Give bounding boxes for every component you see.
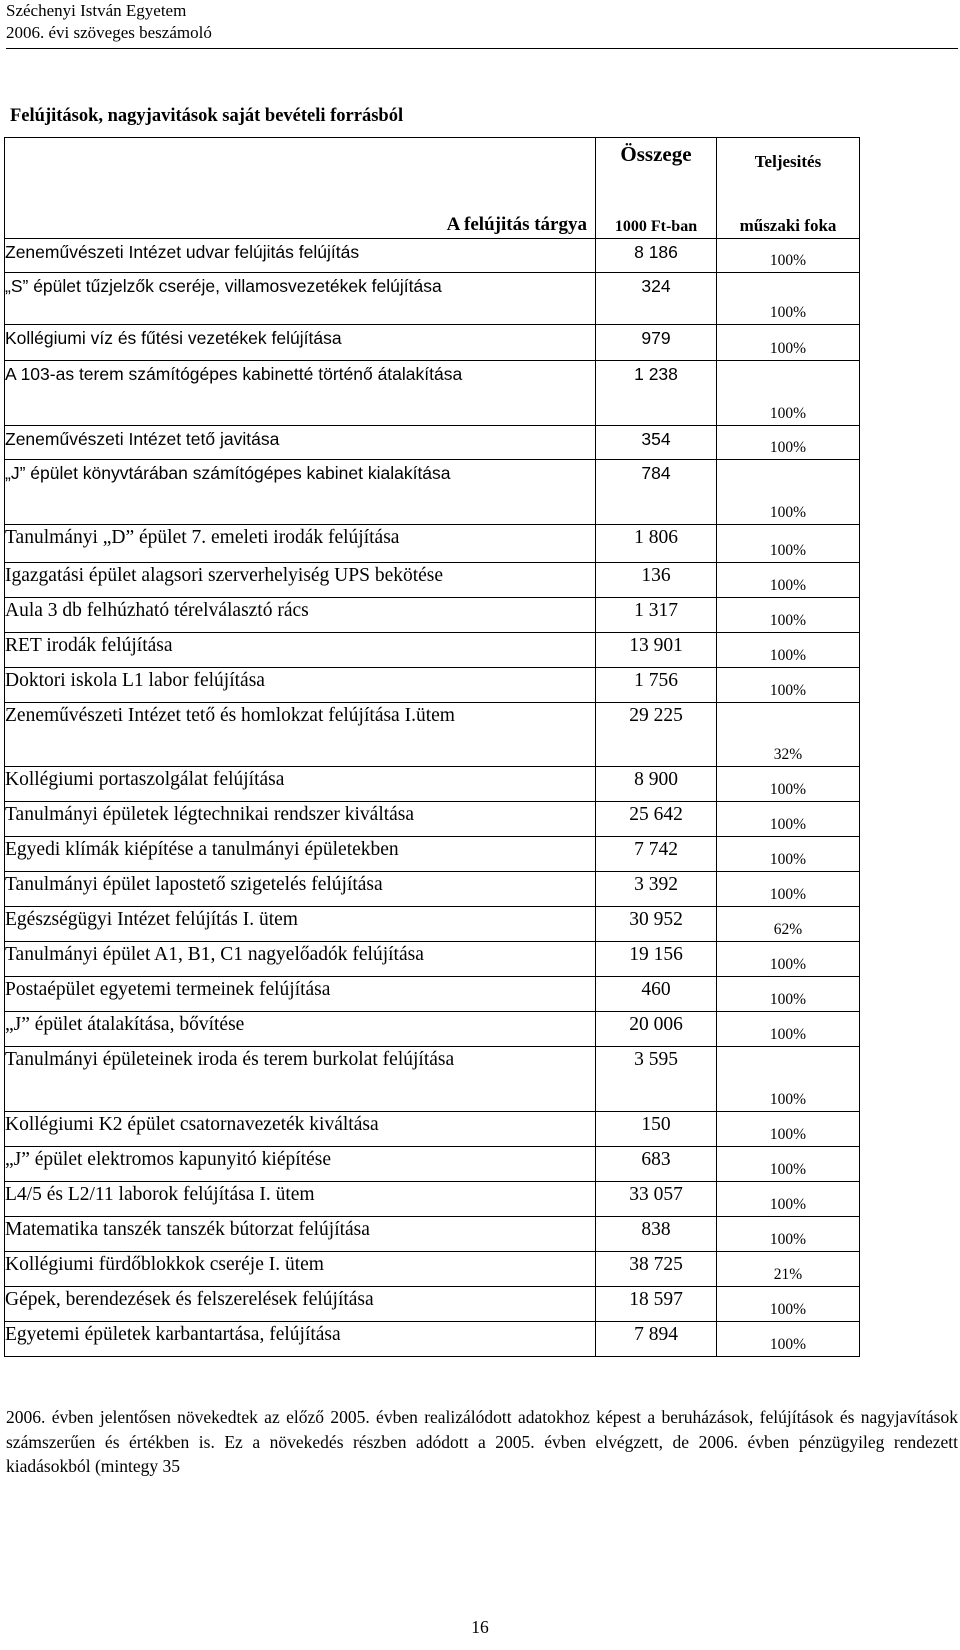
table-row bbox=[5, 1147, 860, 1182]
row-description: Zeneművészeti Intézet tető javitása bbox=[5, 426, 596, 460]
row-completion: 100% bbox=[769, 1161, 807, 1178]
row-description: Tanulmányi „D” épület 7. emeleti irodák felújítása bbox=[5, 525, 596, 563]
row-description: „J” épület könyvtárában számítógépes kabinet kialakítása bbox=[5, 460, 596, 525]
row-completion-cell bbox=[717, 977, 860, 1012]
row-completion: 100% bbox=[769, 1091, 807, 1108]
row-completion-cell bbox=[717, 1112, 860, 1147]
row-completion-cell bbox=[717, 1287, 860, 1322]
row-description: Doktori iskola L1 labor felújítása bbox=[5, 668, 596, 703]
row-completion: 100% bbox=[769, 1196, 807, 1213]
row-completion-cell bbox=[717, 1252, 860, 1287]
row-amount: 38 725 bbox=[596, 1252, 717, 1287]
row-completion-cell bbox=[717, 563, 860, 598]
row-completion-cell bbox=[717, 907, 860, 942]
row-completion-cell bbox=[717, 460, 860, 525]
row-completion: 100% bbox=[769, 816, 807, 833]
table-row bbox=[5, 1112, 860, 1147]
table-row bbox=[5, 273, 860, 325]
table-row bbox=[5, 1322, 860, 1357]
row-completion-cell bbox=[717, 1147, 860, 1182]
row-completion: 100% bbox=[769, 851, 807, 868]
row-completion-cell bbox=[717, 942, 860, 977]
row-amount: 150 bbox=[596, 1112, 717, 1147]
row-description: „J” épület átalakítása, bővítése bbox=[5, 1012, 596, 1047]
row-completion: 100% bbox=[769, 956, 807, 973]
row-completion-cell bbox=[717, 1322, 860, 1357]
row-completion: 100% bbox=[769, 647, 807, 664]
row-completion: 100% bbox=[769, 340, 807, 357]
row-completion: 100% bbox=[769, 612, 807, 629]
row-amount: 1 317 bbox=[596, 598, 717, 633]
row-completion-cell bbox=[717, 872, 860, 907]
row-amount: 25 642 bbox=[596, 802, 717, 837]
row-amount: 784 bbox=[596, 460, 717, 525]
table-row bbox=[5, 703, 860, 767]
row-completion: 100% bbox=[769, 405, 807, 422]
row-completion: 100% bbox=[769, 991, 807, 1008]
row-completion: 100% bbox=[769, 682, 807, 699]
table-row bbox=[5, 460, 860, 525]
row-completion: 100% bbox=[769, 886, 807, 903]
row-amount: 30 952 bbox=[596, 907, 717, 942]
row-description: Kollégiumi K2 épület csatornavezeték kiváltása bbox=[5, 1112, 596, 1147]
row-amount: 979 bbox=[596, 325, 717, 361]
row-amount: 33 057 bbox=[596, 1182, 717, 1217]
row-description: Gépek, berendezések és felszerelések felújítása bbox=[5, 1287, 596, 1322]
row-completion-cell bbox=[717, 837, 860, 872]
section-title: Felújitások, nagyjavitások saját bevételi forrásból bbox=[10, 106, 404, 126]
row-amount: 1 756 bbox=[596, 668, 717, 703]
table-row bbox=[5, 1217, 860, 1252]
renovation-table bbox=[4, 137, 860, 1357]
row-completion: 62% bbox=[773, 921, 803, 938]
row-completion-cell bbox=[717, 1012, 860, 1047]
row-completion-cell bbox=[717, 598, 860, 633]
row-completion-cell bbox=[717, 525, 860, 563]
row-completion: 100% bbox=[769, 1126, 807, 1143]
table-row bbox=[5, 767, 860, 802]
row-description: Igazgatási épület alagsori szerverhelyiség UPS bekötése bbox=[5, 563, 596, 598]
row-amount: 1 806 bbox=[596, 525, 717, 563]
row-completion-cell bbox=[717, 767, 860, 802]
row-description: Kollégiumi portaszolgálat felújítása bbox=[5, 767, 596, 802]
header-divider bbox=[6, 48, 958, 49]
table-row bbox=[5, 977, 860, 1012]
header-subject-cell bbox=[5, 138, 596, 239]
row-completion: 100% bbox=[769, 1231, 807, 1248]
header-completion-cell bbox=[717, 138, 860, 239]
row-description: Aula 3 db felhúzható térelválasztó rács bbox=[5, 598, 596, 633]
row-amount: 19 156 bbox=[596, 942, 717, 977]
row-completion: 100% bbox=[769, 1026, 807, 1043]
row-description: Zeneművészeti Intézet tető és homlokzat felújítása I.ütem bbox=[5, 703, 596, 767]
row-completion: 21% bbox=[773, 1266, 803, 1283]
row-description: „S” épület tűzjelzők cseréje, villamosvezetékek felújítása bbox=[5, 273, 596, 325]
table-row bbox=[5, 426, 860, 460]
table-row bbox=[5, 1182, 860, 1217]
header-institution: Széchenyi István Egyetem bbox=[6, 1, 187, 20]
row-completion: 100% bbox=[769, 504, 807, 521]
row-description: Kollégiumi fürdőblokkok cseréje I. ütem bbox=[5, 1252, 596, 1287]
row-description: Tanulmányi épület A1, B1, C1 nagyelőadók felújítása bbox=[5, 942, 596, 977]
row-completion-cell bbox=[717, 668, 860, 703]
row-amount: 18 597 bbox=[596, 1287, 717, 1322]
header-report-title: 2006. évi szöveges beszámoló bbox=[6, 23, 212, 42]
row-description: Kollégiumi víz és fűtési vezetékek felújítása bbox=[5, 325, 596, 361]
row-amount: 838 bbox=[596, 1217, 717, 1252]
row-amount: 1 238 bbox=[596, 361, 717, 426]
row-amount: 3 595 bbox=[596, 1047, 717, 1112]
document-header bbox=[6, 0, 212, 44]
row-completion-cell bbox=[717, 1047, 860, 1112]
row-description: A 103-as terem számítógépes kabinetté történő átalakítása bbox=[5, 361, 596, 426]
row-completion-cell bbox=[717, 426, 860, 460]
header-amount-cell bbox=[596, 138, 717, 239]
row-amount: 29 225 bbox=[596, 703, 717, 767]
body-paragraph: 2006. évben jelentősen növekedtek az előző 2005. évben realizálódott adatokhoz képest a beruházások, felújítások és nagyjavítások számszerűen és értékben is. Ez a növekedés részben adódott a 2005. évben elvégzett, de 2006. évben pénzügyileg rendezett kiadásokból (mintegy 35 bbox=[6, 1407, 958, 1476]
row-description: Tanulmányi épület lapostető szigetelés felújítása bbox=[5, 872, 596, 907]
header-subject: A felújitás tárgya bbox=[446, 214, 587, 235]
page-number: 16 bbox=[471, 1617, 489, 1637]
row-completion-cell bbox=[717, 1217, 860, 1252]
row-description: Tanulmányi épületek légtechnikai rendszer kiváltása bbox=[5, 802, 596, 837]
table-row bbox=[5, 633, 860, 668]
row-completion-cell bbox=[717, 633, 860, 668]
table-row bbox=[5, 1287, 860, 1322]
row-description: Zeneművészeti Intézet udvar felújitás felújítás bbox=[5, 239, 596, 273]
table-row bbox=[5, 325, 860, 361]
row-amount: 460 bbox=[596, 977, 717, 1012]
header-amount: Összege bbox=[620, 142, 692, 166]
row-completion-cell bbox=[717, 703, 860, 767]
row-amount: 7 894 bbox=[596, 1322, 717, 1357]
header-tech-level: műszaki foka bbox=[739, 216, 837, 235]
table-row bbox=[5, 872, 860, 907]
row-amount: 7 742 bbox=[596, 837, 717, 872]
row-amount: 683 bbox=[596, 1147, 717, 1182]
row-amount: 20 006 bbox=[596, 1012, 717, 1047]
row-completion-cell bbox=[717, 802, 860, 837]
row-amount: 8 900 bbox=[596, 767, 717, 802]
row-completion: 100% bbox=[769, 781, 807, 798]
row-completion: 100% bbox=[769, 1301, 807, 1318]
row-description: RET irodák felújítása bbox=[5, 633, 596, 668]
table-row bbox=[5, 598, 860, 633]
row-description: Egyetemi épületek karbantartása, felújítása bbox=[5, 1322, 596, 1357]
table-row bbox=[5, 802, 860, 837]
table-row bbox=[5, 361, 860, 426]
table-row bbox=[5, 563, 860, 598]
row-completion: 100% bbox=[769, 542, 807, 559]
table-row bbox=[5, 837, 860, 872]
row-description: Egészségügyi Intézet felújítás I. ütem bbox=[5, 907, 596, 942]
table-header-row bbox=[5, 138, 860, 239]
table-row bbox=[5, 1252, 860, 1287]
table-row bbox=[5, 525, 860, 563]
row-amount: 324 bbox=[596, 273, 717, 325]
row-description: „J” épület elektromos kapunyitó kiépítése bbox=[5, 1147, 596, 1182]
table-row bbox=[5, 1012, 860, 1047]
row-amount: 354 bbox=[596, 426, 717, 460]
table-row bbox=[5, 1047, 860, 1112]
row-amount: 136 bbox=[596, 563, 717, 598]
row-completion-cell bbox=[717, 273, 860, 325]
row-description: Egyedi klímák kiépítése a tanulmányi épületekben bbox=[5, 837, 596, 872]
header-completion: Teljesités bbox=[754, 152, 822, 171]
row-completion: 100% bbox=[769, 304, 807, 321]
header-amount-unit: 1000 Ft-ban bbox=[614, 218, 698, 235]
row-completion-cell bbox=[717, 239, 860, 273]
row-description: L4/5 és L2/11 laborok felújítása I. ütem bbox=[5, 1182, 596, 1217]
row-amount: 8 186 bbox=[596, 239, 717, 273]
table-row bbox=[5, 239, 860, 273]
row-description: Matematika tanszék tanszék bútorzat felújítása bbox=[5, 1217, 596, 1252]
row-completion: 100% bbox=[769, 439, 807, 456]
row-amount: 13 901 bbox=[596, 633, 717, 668]
table-row bbox=[5, 942, 860, 977]
row-completion-cell bbox=[717, 1182, 860, 1217]
row-completion-cell bbox=[717, 325, 860, 361]
table-row bbox=[5, 907, 860, 942]
row-completion: 100% bbox=[769, 252, 807, 269]
row-completion: 100% bbox=[769, 1336, 807, 1353]
row-completion: 100% bbox=[769, 577, 807, 594]
row-amount: 3 392 bbox=[596, 872, 717, 907]
table-row bbox=[5, 668, 860, 703]
row-completion: 32% bbox=[773, 746, 803, 763]
row-completion-cell bbox=[717, 361, 860, 426]
row-description: Tanulmányi épületeinek iroda és terem burkolat felújítása bbox=[5, 1047, 596, 1112]
row-description: Postaépület egyetemi termeinek felújítása bbox=[5, 977, 596, 1012]
